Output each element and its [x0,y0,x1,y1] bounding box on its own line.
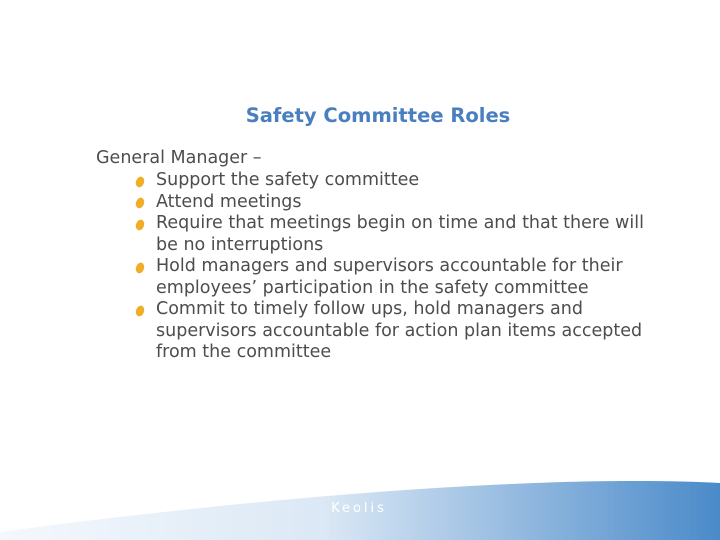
keolis-logo [320,500,398,524]
list-item [156,256,656,299]
lead-text: General Manager – [96,148,262,168]
bullet-text: Support the safety committee [156,170,420,190]
bullet-icon [135,176,145,188]
logo-text: Keolis [331,501,387,516]
bullet-text: Commit to timely follow ups, hold managers and supervisors accountable for action plan items accepted from the committee [156,299,643,362]
bullet-icon [135,305,145,317]
bullet-icon [135,219,145,231]
footer-wave-band [0,440,720,540]
bullet-icon [135,262,145,274]
list-item [156,170,656,192]
slide-body [96,147,656,364]
bullet-text: Attend meetings [156,191,302,212]
bullet-list [96,170,656,364]
slide-title: Safety Committee Roles [245,104,511,127]
bullet-text: Hold managers and supervisors accountable for their employees’ participation in the safety committee [156,256,623,298]
list-item [156,299,656,364]
bullet-text: Require that meetings begin on time and that there will be no interruptions [156,213,644,255]
list-item [156,213,656,256]
bullet-icon [135,197,145,209]
list-item [156,192,656,214]
